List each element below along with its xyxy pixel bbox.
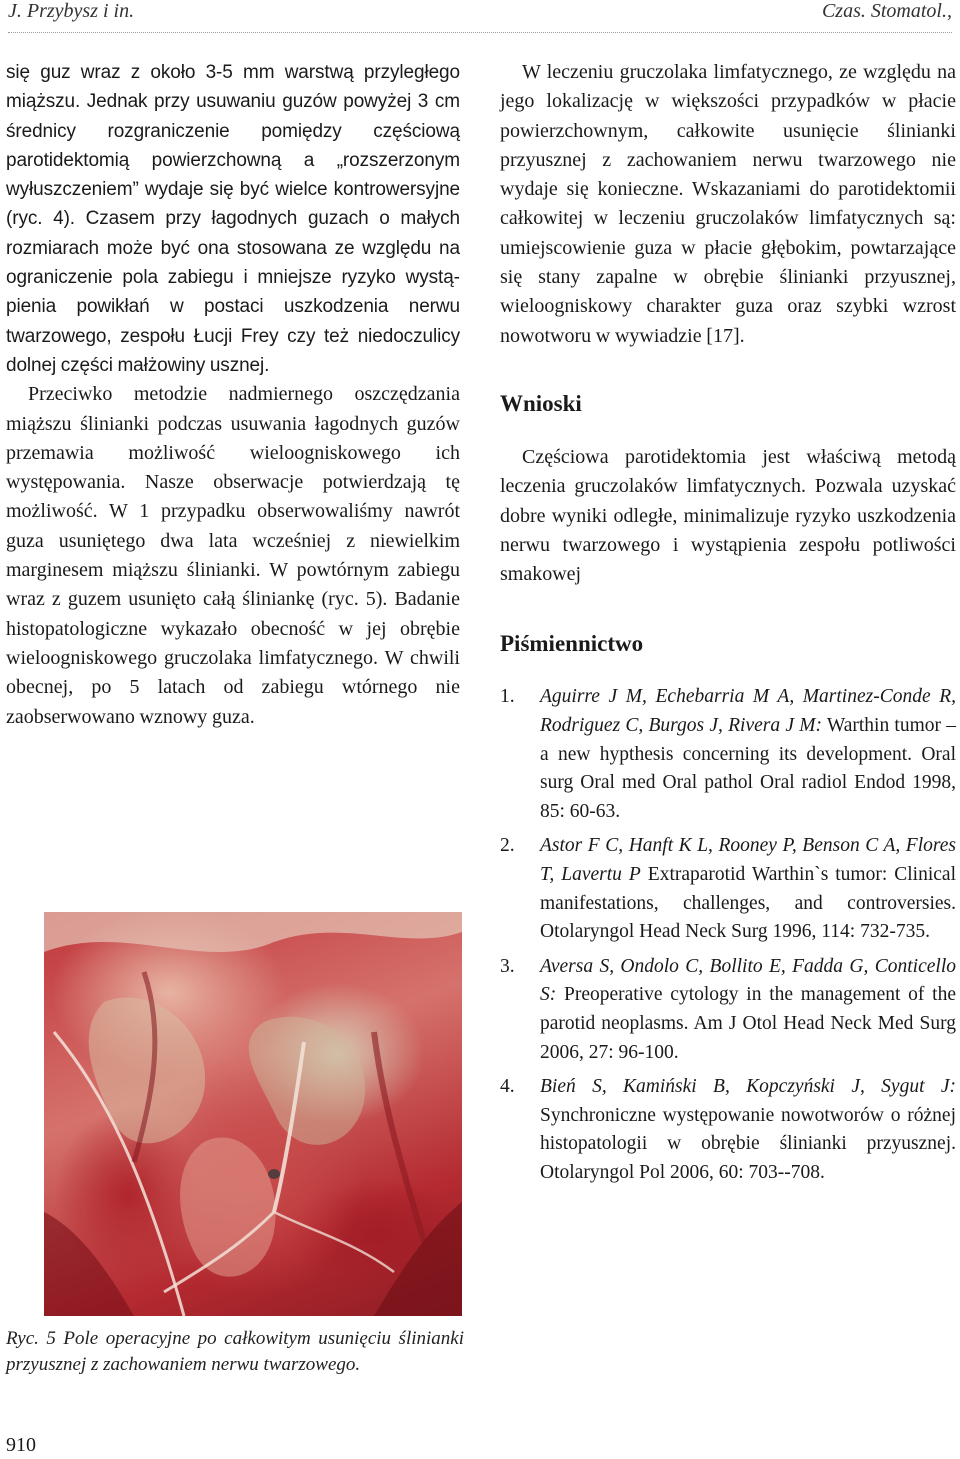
reference-number: 4. — [500, 1076, 515, 1098]
reference-item — [500, 832, 956, 946]
page-number: 910 — [6, 1434, 36, 1456]
header-authors: J. Przybysz i in. — [8, 0, 135, 22]
reference-number: 2. — [500, 835, 515, 857]
reference-text — [540, 1073, 956, 1187]
reference-item — [500, 683, 956, 826]
reference-citation: Preoperative cytology in the management of the parotid neoplasms. Am J Otol Head Neck Med Surg 2006, 27: 96-100. — [540, 984, 956, 1063]
reference-authors: Aversa S, Ondolo C, Bollito E, Fadda G, Conticello S: — [540, 955, 956, 1006]
reference-text — [540, 953, 956, 1067]
reference-number: 1. — [500, 686, 515, 708]
references-heading: Piśmiennictwo — [500, 631, 644, 657]
surgical-photo-illustration — [44, 912, 462, 1316]
reference-citation: Extraparotid Warthin`s tumor: Clinical manifestations, challenges, and controversies. Otolaryngol Head Neck Surg 1996, 114: 732-735. — [540, 864, 956, 943]
reference-citation: Warthin tumor – a new hypthesis concerning its development. Oral surg Oral med Oral pathol Oral radiol Endod 1998, 85: 60-63. — [540, 715, 956, 822]
conclusions-heading: Wnioski — [500, 390, 582, 416]
references-list — [500, 683, 956, 1187]
reference-item — [500, 1073, 956, 1187]
reference-authors: Bień S, Kamiński B, Kopczyński J, Sygut J: — [540, 1076, 956, 1098]
body-paragraph-1: się guz wraz z około 3-5 mm warstwą przyległego miąższu. Jednak przy usuwaniu guzów powyżej 3 cm średnicy rozgraniczenie pomiędzy częściową parotidektomią powierzchowną a „rozszerzonym wyłuszczeniem” wydaje się być wielce kontrowersyjne (ryc. 4). Czasem przy łagodnych guzach o małych rozmiarach może być ona stosowana ze względu na ograniczenie pola zabiegu i mniejsze ryzyko wystąpienia powikłań w postaci uszkodzenia nerwu twarzowego, zespołu Łucji Frey czy też niedoczulicy dolnej części małżowiny usznej. — [6, 62, 460, 376]
body-paragraph-2: Przeciwko metodzie nadmiernego oszczędzania miąższu ślinianki podczas usuwania łagodnych guzów przemawia możliwość wieloogniskowego ich występowania. Nasze obserwacje potwierdzają tę możliwość. W 1 przypadku obserwowaliśmy nawrót guza usuniętego dwa lata wcześniej z niewielkim marginesem miąższu ślinianki. W powtórnym zabiegu wraz z guzem usunięto całą śliniankę (ryc. 5). Badanie histopatologiczne wykazało obecność w jej obrębie wieloogniskowego gruczolaka limfatycznego. W chwili obecnej, po 5 latach od zabiegu wtórnego nie zaobserwowano wznowy guza. — [6, 383, 460, 728]
reference-text — [540, 683, 956, 826]
header-divider — [8, 32, 952, 33]
surgical-field-photo — [44, 912, 462, 1316]
reference-authors: Astor F C, Hanft K L, Rooney P, Benson C A, Flores T, Lavertu P — [540, 835, 956, 886]
reference-item — [500, 953, 956, 1067]
body-paragraph-3: W leczeniu gruczolaka limfatycznego, ze względu na jego lokalizację w większości przypadków w płacie powierzchownym, całkowite usunięcie ślinianki przyusznej z zachowaniem nerwu twarzowego nie wydaje się konieczne. Wskazaniami do parotidektomii całkowitej w leczeniu gruczolaków limfatycznych są: umiejscowienie guza w płacie głębokim, powtarzające się stany zapalne w obrębie ślinianki przyusznej, wieloogniskowy charakter guza oraz szybki wzrost nowotworu w wywiadzie [17]. — [500, 61, 956, 347]
running-header — [8, 0, 952, 30]
reference-authors: Aguirre J M, Echebarria M A, Martinez-Conde R, Rodriguez C, Burgos J, Rivera J M: — [540, 686, 956, 737]
conclusions-paragraph: Częściowa parotidektomia jest właściwą metodą leczenia gruczolaków limfatycznych. Pozwala uzyskać dobre wyniki odległe, minimalizuje ryzyko uszkodzenia nerwu twarzowego i wystąpienia zespołu potliwości smakowej — [500, 445, 956, 586]
figure-caption: Ryc. 5 Pole operacyjne po całkowitym usunięciu ślinianki przyusznej z zachowaniem nerwu twarzowego. — [6, 1328, 464, 1375]
reference-number: 3. — [500, 955, 515, 977]
reference-citation: Synchroniczne występowanie nowotworów o różnej histopatologii w obrębie ślinianki przyusznej. Otolaryngol Pol 2006, 60: 703--708. — [540, 1104, 956, 1183]
reference-text — [540, 832, 956, 946]
header-journal: Czas. Stomatol., — [821, 0, 952, 22]
right-column — [500, 58, 956, 1194]
left-column — [6, 58, 460, 732]
